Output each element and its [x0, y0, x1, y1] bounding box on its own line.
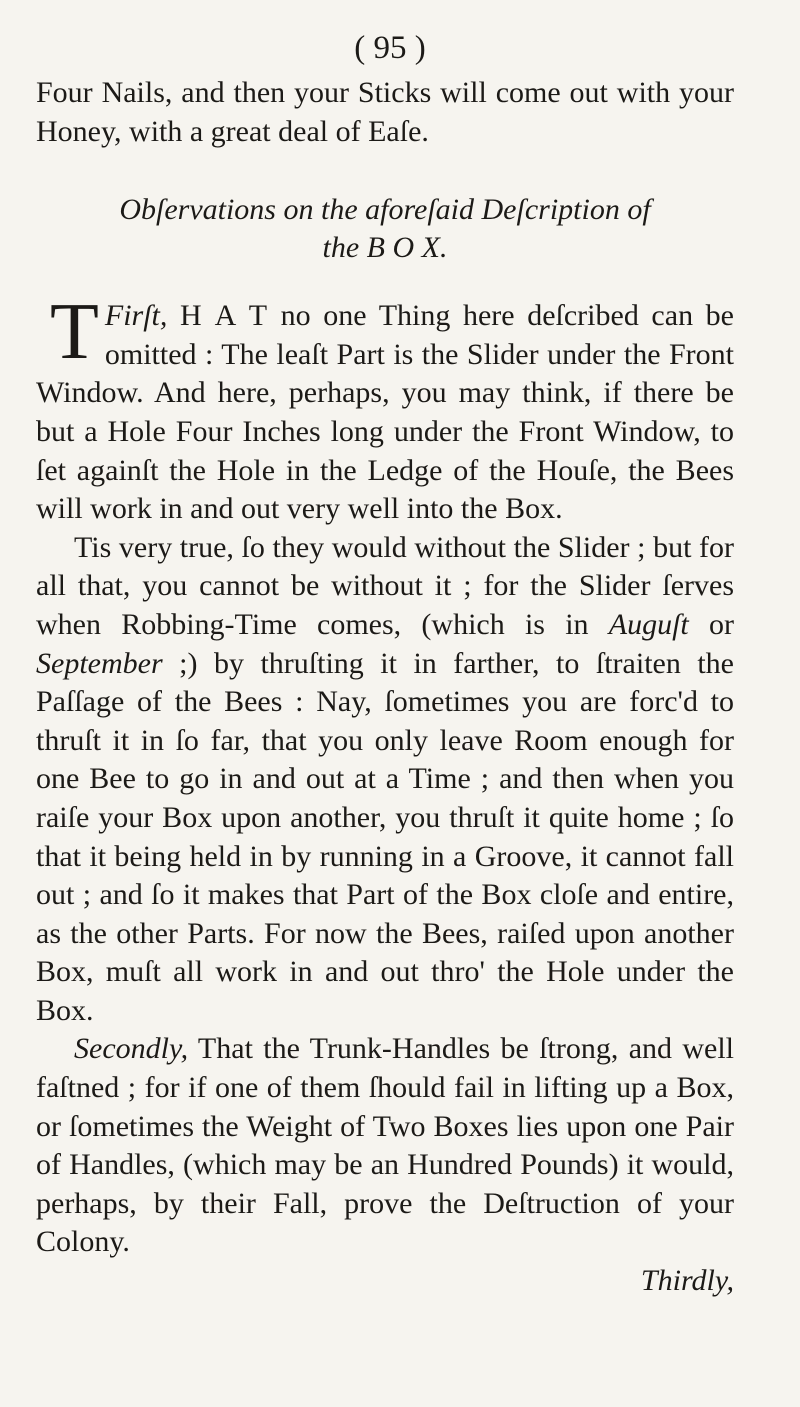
paragraph-third-text: That the Trunk-Handles be ſtrong, and well faſtned ; for if one of them ſhould fail in lifting up a Box, or ſometimes the Weight of Two Boxes lies upon one Pair of Handles, (which may be an Hundred Pounds) it would, perhaps, by their Fall, prove the Deſtruction of your Colony. — [36, 1032, 734, 1259]
lead-word-first: Firſt, — [104, 299, 168, 333]
section-heading — [36, 191, 734, 267]
drop-cap-rest: H A T — [180, 299, 269, 333]
paragraph-third — [36, 1030, 734, 1262]
paragraph-first — [36, 288, 735, 529]
heading-line-2: the B O X. — [322, 231, 448, 265]
word-or: or — [688, 607, 734, 641]
paragraph-second — [36, 529, 734, 1031]
month-september: September — [36, 646, 163, 680]
lead-word-secondly: Secondly, — [74, 1032, 189, 1066]
paragraph-first-text: no one Thing here deſcribed can be omitted : The leaſt Part is the Slider under the Front Window. And here, perhaps, you may think, if there be but a Hole Four Inches long under the Front Window, to ſet againſt the Hole in the Ledge of the Houſe, the Bees will work in and out very well into the Box. — [36, 299, 735, 526]
page-number: ( 95 ) — [354, 30, 426, 66]
drop-cap: T — [50, 288, 99, 377]
paragraph-second-part2: ;) by thruſting it in farther, to ſtraiten the Paſſage of the Bees : Nay, ſometimes you are forc'd to thruſt it in ſo far, that you only leave Room enough for one Bee to go in and out at a Time ; and then when you raiſe your Box upon another, you thruſt it quite home ; ſo that it being held in by running in a Groove, it cannot fall out ; and ſo it makes that Part of the Box cloſe and entire, as the other Parts. For now the Bees, raiſed upon another Box, muſt all work in and out thro' the Hole under the Box. — [36, 646, 734, 1027]
heading-line-1: Obſervations on the aforeſaid Deſcription of — [119, 193, 651, 227]
month-august: Auguſt — [608, 607, 689, 641]
opening-text: Four Nails, and then your Sticks will come out with your Honey, with a great deal of Eaſe. — [36, 76, 734, 148]
paragraph-second-part1: Tis very true, ſo they would without the Slider ; but for all that, you cannot be without it ; for the Slider ſerves when Robbing-Time comes, (which is in — [36, 530, 734, 641]
catchword: Thirdly, — [640, 1264, 734, 1298]
